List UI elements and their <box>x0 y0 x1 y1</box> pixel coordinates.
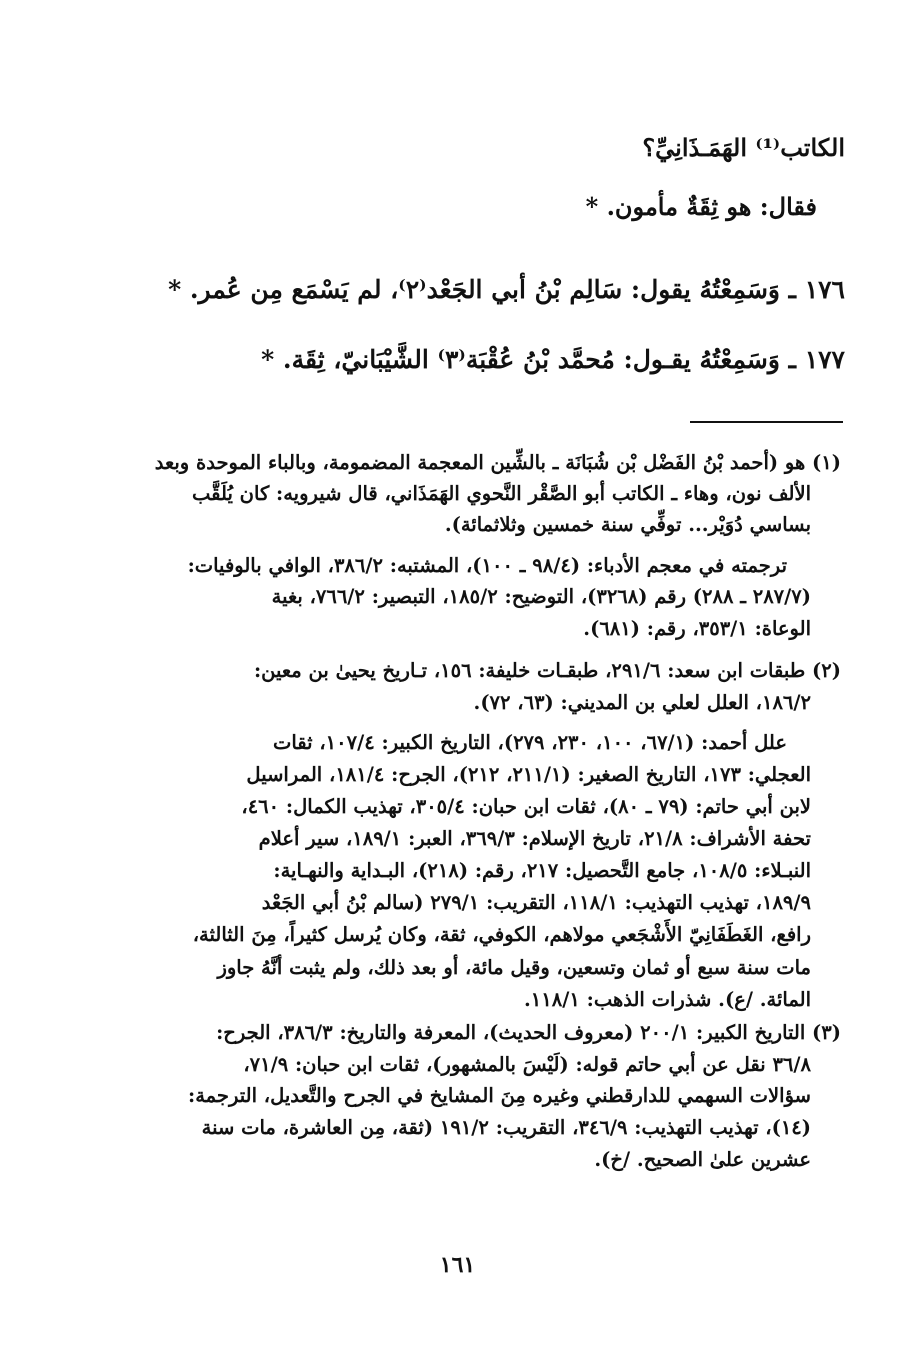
main-line-4-entry-177: ١٧٧ ـ وَسَمِعْتُهُ يقـول: مُحمَّد بْنُ عُقْبَة⁽٣⁾ الشَّيْبَانيّ، ثِقَة. * <box>261 345 845 374</box>
footnote-3-line-5: عشرين علىٰ الصحيح. /خ). <box>594 1148 811 1171</box>
footnote-2-line-4: العجلي: ١٧٣، التاريخ الصغير: (٢١١/١، ٢١٢)، الجرح: ١٨١/٤، المراسيل <box>246 763 811 786</box>
footnote-1-line-1: (١) هو (أحمد بْنُ الفَضْل بْن شُبَانَة ـ بالشِّين المعجمة المضمومة، وبالباء الموحدة وبعد <box>154 451 841 474</box>
footnote-2-line-5: لابن أبي حاتم: (٧٩ ـ ٨٠)، ثقات ابن حبان: ٣٠٥/٤، تهذيب الكمال: ٤٦٠، <box>241 795 811 818</box>
footnote-3-line-4: (١٤)، تهذيب التهذيب: ٣٤٦/٩، التقريب: ١٩١/٢ (ثقة، مِن العاشرة، مات سنة <box>201 1116 811 1139</box>
footnote-1-line-2: الألف نون، وهاء ـ الكاتب أبو الصَّقْر النَّحوي الهَمَذَاني، قال شيرويه: كان يُلَقَّب <box>192 482 811 505</box>
main-line-2: فقال: هو ثِقَةٌ مأمون. * <box>585 192 817 221</box>
footnote-1-line-4: ترجمته في معجم الأدباء: (٩٨/٤ ـ ١٠٠)، المشتبه: ٣٨٦/٢، الوافي بالوفيات: <box>187 554 787 577</box>
footnote-2-line-9: رافع، الغَطَفَانِيّ الأَشْجَعي مولاهم، الكوفي، ثقة، وكان يُرسل كثيراً، مِنَ الثالثة، <box>192 923 811 946</box>
footnote-2-line-11: المائة. /ع). شذرات الذهب: ١١٨/١. <box>524 988 811 1011</box>
footnote-3-line-1: (٣) التاريخ الكبير: ٢٠٠/١ (معروف الحديث)، المعرفة والتاريخ: ٣٨٦/٣، الجرح: <box>216 1021 841 1044</box>
footnote-3-line-2: ٣٦/٨ نقل عن أبي حاتم قوله: (لَيْسَ بالمشهور)، ثقات ابن حبان: ٧١/٩، <box>243 1053 811 1076</box>
footnote-1-line-3: بساسي دُوَيْر... توفِّي سنة خمسين وثلاثمائة). <box>444 513 811 536</box>
footnote-1-line-6: الوعاة: ٣٥٣/١، رقم: (٦٨١). <box>583 617 811 640</box>
page-number: ١٦١ <box>439 1252 476 1278</box>
footnote-2-line-6: تحفة الأشراف: ٢١/٨، تاريخ الإسلام: ٣٦٩/٣، العبر: ١٨٩/١، سير أعلام <box>258 827 811 850</box>
footnote-2-line-10: مات سنة سبع أو ثمان وتسعين، وقيل مائة، أو بعد ذلك، ولم يثبت أنَّهُ جاوز <box>217 956 811 979</box>
main-line-1: الكاتب⁽¹⁾ الهَمَـذَانِيِّ؟ <box>642 133 845 162</box>
footnote-2-line-1: (٢) طبقات ابن سعد: ٢٩١/٦، طبقـات خليفة: ١٥٦، تـاريخ يحيىٰ بن معين: <box>253 659 841 682</box>
footnote-2-line-7: النبـلاء: ١٠٨/٥، جامع التَّحصيل: ٢١٧، رقم: (٢١٨)، البـداية والنهـاية: <box>273 859 811 882</box>
footnote-3-line-3: سؤالات السهمي للدارقطني وغيره مِنَ المشايخ في الجرح والتَّعديل، الترجمة: <box>188 1084 811 1107</box>
footnote-2-line-8: ١٨٩/٩، تهذيب التهذيب: ١١٨/١، التقريب: ٢٧٩/١ (سالم بْنُ أبي الجَعْد <box>261 891 811 914</box>
footnote-divider <box>690 421 843 423</box>
main-line-3-entry-176: ١٧٦ ـ وَسَمِعْتُهُ يقول: سَالِم بْنُ أبي الجَعْد⁽٢⁾، لم يَسْمَع مِن عُمر. * <box>168 275 845 304</box>
footnote-1-line-5: (٢٨٧/٧ ـ ٢٨٨) رقم (٣٢٦٨)، التوضيح: ١٨٥/٢، التبصير: ٧٦٦/٢، بغية <box>271 585 811 608</box>
footnote-2-line-2: ١٨٦/٢، العلل لعلي بن المديني: (٦٣، ٧٢). <box>473 691 811 714</box>
footnote-2-line-3: علل أحمد: (٦٧/١، ١٠٠، ٢٣٠، ٢٧٩)، التاريخ الكبير: ١٠٧/٤، ثقات <box>272 731 787 754</box>
